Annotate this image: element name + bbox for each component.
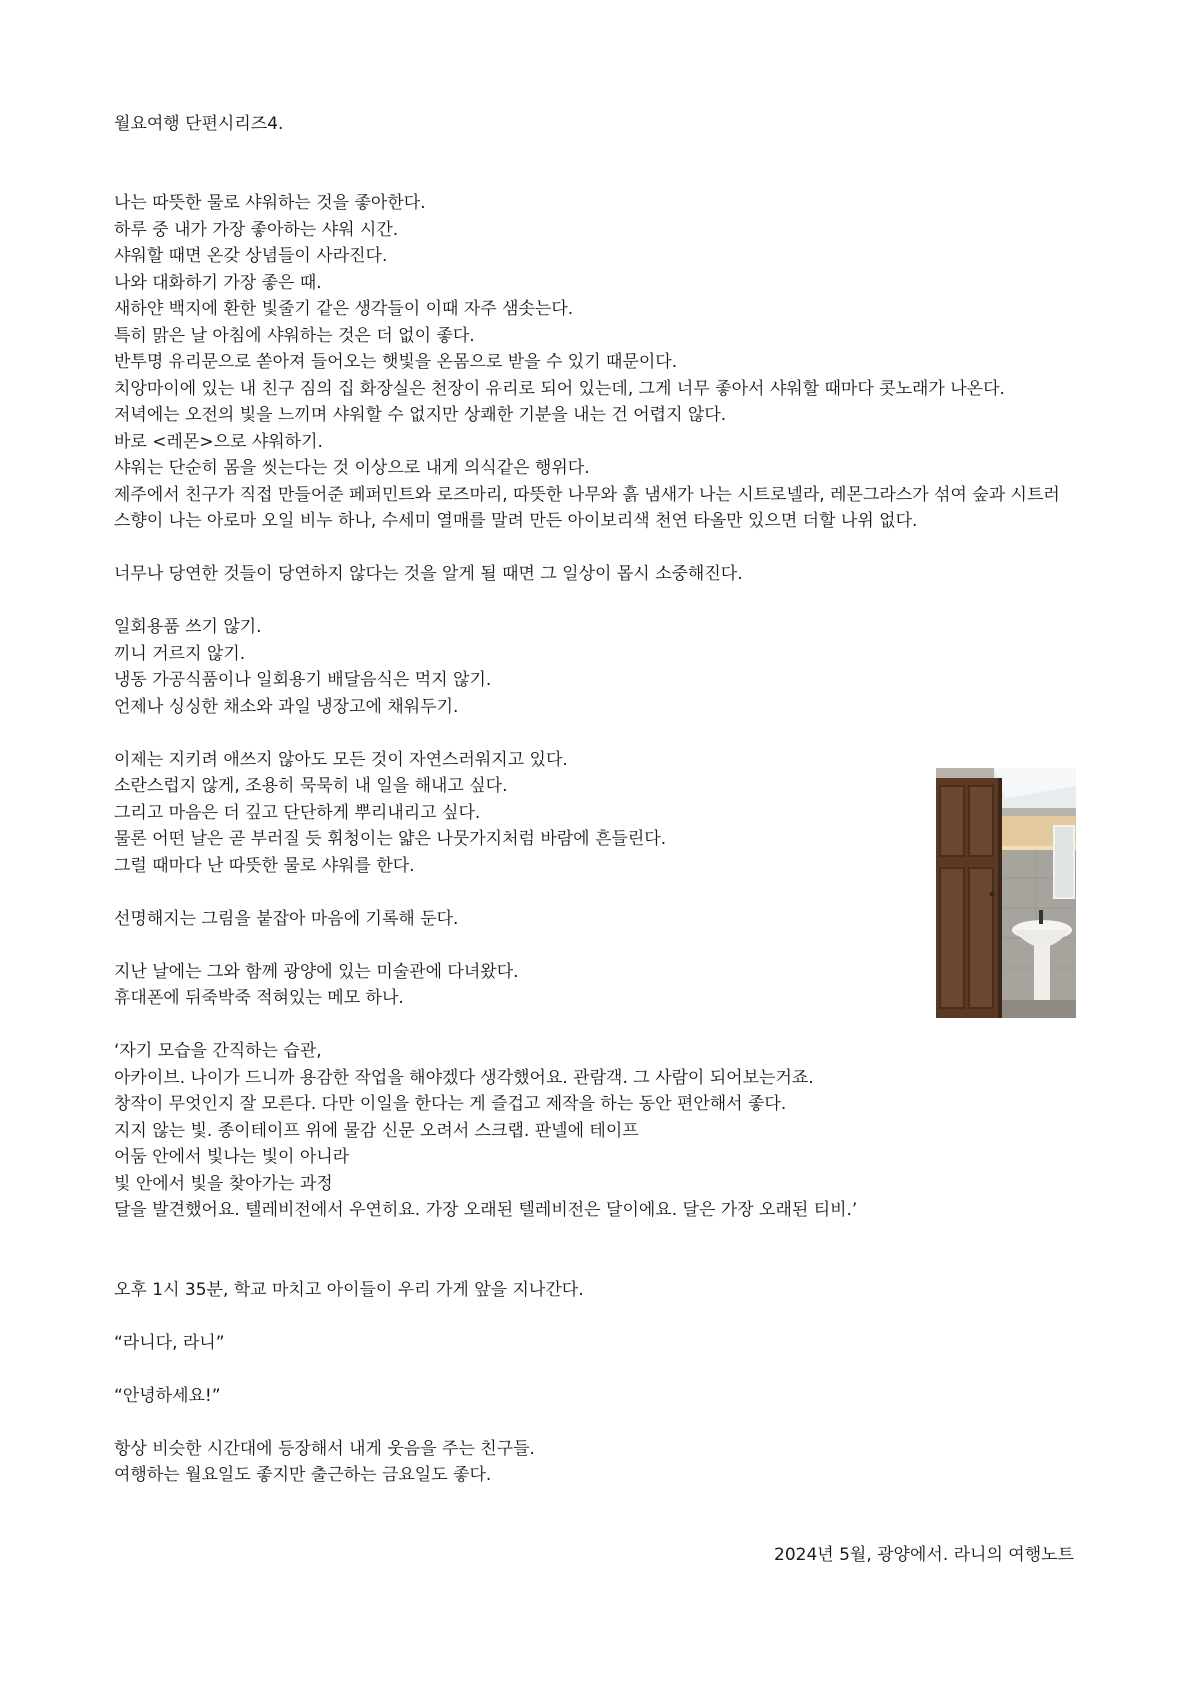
body-line: 선명해지는 그림을 붙잡아 마음에 기록해 둔다. — [114, 908, 459, 929]
body-line: 특히 맑은 날 아침에 샤워하는 것은 더 없이 좋다. — [114, 325, 475, 346]
body-line: 언제나 싱싱한 채소와 과일 냉장고에 채워두기. — [114, 696, 459, 717]
paragraph-gap — [114, 535, 1074, 562]
paragraph-gap — [114, 1224, 1074, 1251]
body-line: 나는 따뜻한 물로 샤워하는 것을 좋아한다. — [114, 193, 426, 213]
paragraph-gap — [114, 1250, 1074, 1277]
quote-line: 빛 안에서 빛을 찾아가는 과정 — [114, 1173, 333, 1194]
body-line: 일회용품 쓰기 않기. — [114, 617, 262, 637]
body-line: 새하얀 백지에 환한 빛줄기 같은 생각들이 이때 자주 샘솟는다. — [114, 299, 574, 319]
body-line: 그럴 때마다 난 따뜻한 물로 샤워를 한다. — [114, 855, 415, 876]
paragraph-gap — [114, 588, 1074, 615]
body-line: 오후 1시 35분, 학교 마치고 아이들이 우리 가게 앞을 지나간다. — [114, 1279, 584, 1300]
signature: 2024년 5월, 광양에서. 라니의 여행노트 — [774, 1545, 1074, 1565]
quote-line: 지지 않는 빛. 종이테이프 위에 물감 신문 오려서 스크랩. 판넬에 테이프 — [114, 1120, 639, 1141]
body-line: 반투명 유리문으로 쏟아져 들어오는 햇빛을 온몸으로 받을 수 있기 때문이다. — [114, 352, 678, 372]
body-line: 바로 <레몬>으로 샤워하기. — [114, 431, 323, 452]
body-line: 샤워는 단순히 몸을 씻는다는 것 이상으로 내게 의식같은 행위다. — [114, 458, 590, 478]
paragraph-gap — [114, 1012, 1074, 1039]
body-line: 지난 날에는 그와 함께 광양에 있는 미술관에 다녀왔다. — [114, 961, 519, 982]
body-line: 이제는 지키려 애쓰지 않아도 모든 것이 자연스러워지고 있다. — [114, 749, 568, 770]
body-line: 항상 비슷한 시간대에 등장해서 내게 웃음을 주는 친구들. — [114, 1438, 535, 1459]
paragraph-gap — [114, 1303, 1074, 1330]
body-line: 치앙마이에 있는 내 친구 짐의 집 화장실은 천장이 유리로 되어 있는데, 그게 너무 좋아서 샤워할 때마다 콧노래가 나온다. — [114, 378, 1005, 399]
quote-line: ‘자기 모습을 간직하는 습관, — [114, 1041, 322, 1061]
paragraph-gap — [114, 1409, 1074, 1436]
body-line: 하루 중 내가 가장 좋아하는 샤워 시간. — [114, 219, 399, 240]
body-line: 너무나 당연한 것들이 당연하지 않다는 것을 알게 될 때면 그 일상이 몹시 소중해진다. — [114, 564, 743, 584]
body-line: 나와 대화하기 가장 좋은 때. — [114, 272, 322, 293]
document-title: 월요여행 단편시리즈4. — [114, 114, 284, 134]
paragraph-gap — [114, 879, 1074, 906]
quote-line: 창작이 무엇인지 잘 모른다. 다만 이일을 한다는 게 즐겁고 제작을 하는 동안 편안해서 좋다. — [114, 1094, 787, 1114]
body-line: 여행하는 월요일도 좋지만 출근하는 금요일도 좋다. — [114, 1465, 492, 1485]
quote-line: 어둠 안에서 빛나는 빛이 아니라 — [114, 1147, 350, 1167]
body-line: 제주에서 친구가 직접 만들어준 페퍼민트와 로즈마리, 따뜻한 나무와 흙 냄새가 나는 시트로넬라, 레몬그라스가 섞여 숲과 시트러스향이 나는 아로마 오일 비누 하나, 수세미 열매를 말려 만든 아이보리색 천연 타올만 있으면 더할 나위 없다. — [114, 484, 1060, 531]
quote-line: 아카이브. 나이가 드니까 용감한 작업을 해야겠다 생각했어요. 관람객. 그 사람이 되어보는거죠. — [114, 1067, 814, 1088]
bathroom-photo — [936, 768, 1076, 1018]
body-line: 소란스럽지 않게, 조용히 묵묵히 내 일을 해내고 싶다. — [114, 776, 508, 796]
body-line: 끼니 거르지 않기. — [114, 643, 246, 664]
quote-line: 달을 발견했어요. 텔레비전에서 우연히요. 가장 오래된 텔레비전은 달이에요. 달은 가장 오래된 티비.’ — [114, 1200, 858, 1220]
paragraph-gap — [114, 932, 1074, 959]
body-line: 물론 어떤 날은 곧 부러질 듯 휘청이는 얇은 나뭇가지처럼 바람에 흔들린다. — [114, 829, 667, 849]
body-line: 샤워할 때면 온갖 상념들이 사라진다. — [114, 246, 388, 266]
body-line: 저녁에는 오전의 빛을 느끼며 샤워할 수 없지만 상쾌한 기분을 내는 건 어렵지 않다. — [114, 405, 727, 425]
dialogue-line: “안녕하세요!” — [114, 1385, 221, 1406]
body-line: 냉동 가공식품이나 일회용기 배달음식은 먹지 않기. — [114, 670, 492, 690]
dialogue-line: “라니다, 라니” — [114, 1332, 225, 1353]
paragraph-gap — [114, 1356, 1074, 1383]
paragraph-gap — [114, 720, 1074, 747]
body-line: 휴대폰에 뒤죽박죽 적혀있는 메모 하나. — [114, 988, 404, 1008]
body-line: 그리고 마음은 더 깊고 단단하게 뿌리내리고 싶다. — [114, 802, 481, 823]
document-body — [114, 190, 1074, 1489]
